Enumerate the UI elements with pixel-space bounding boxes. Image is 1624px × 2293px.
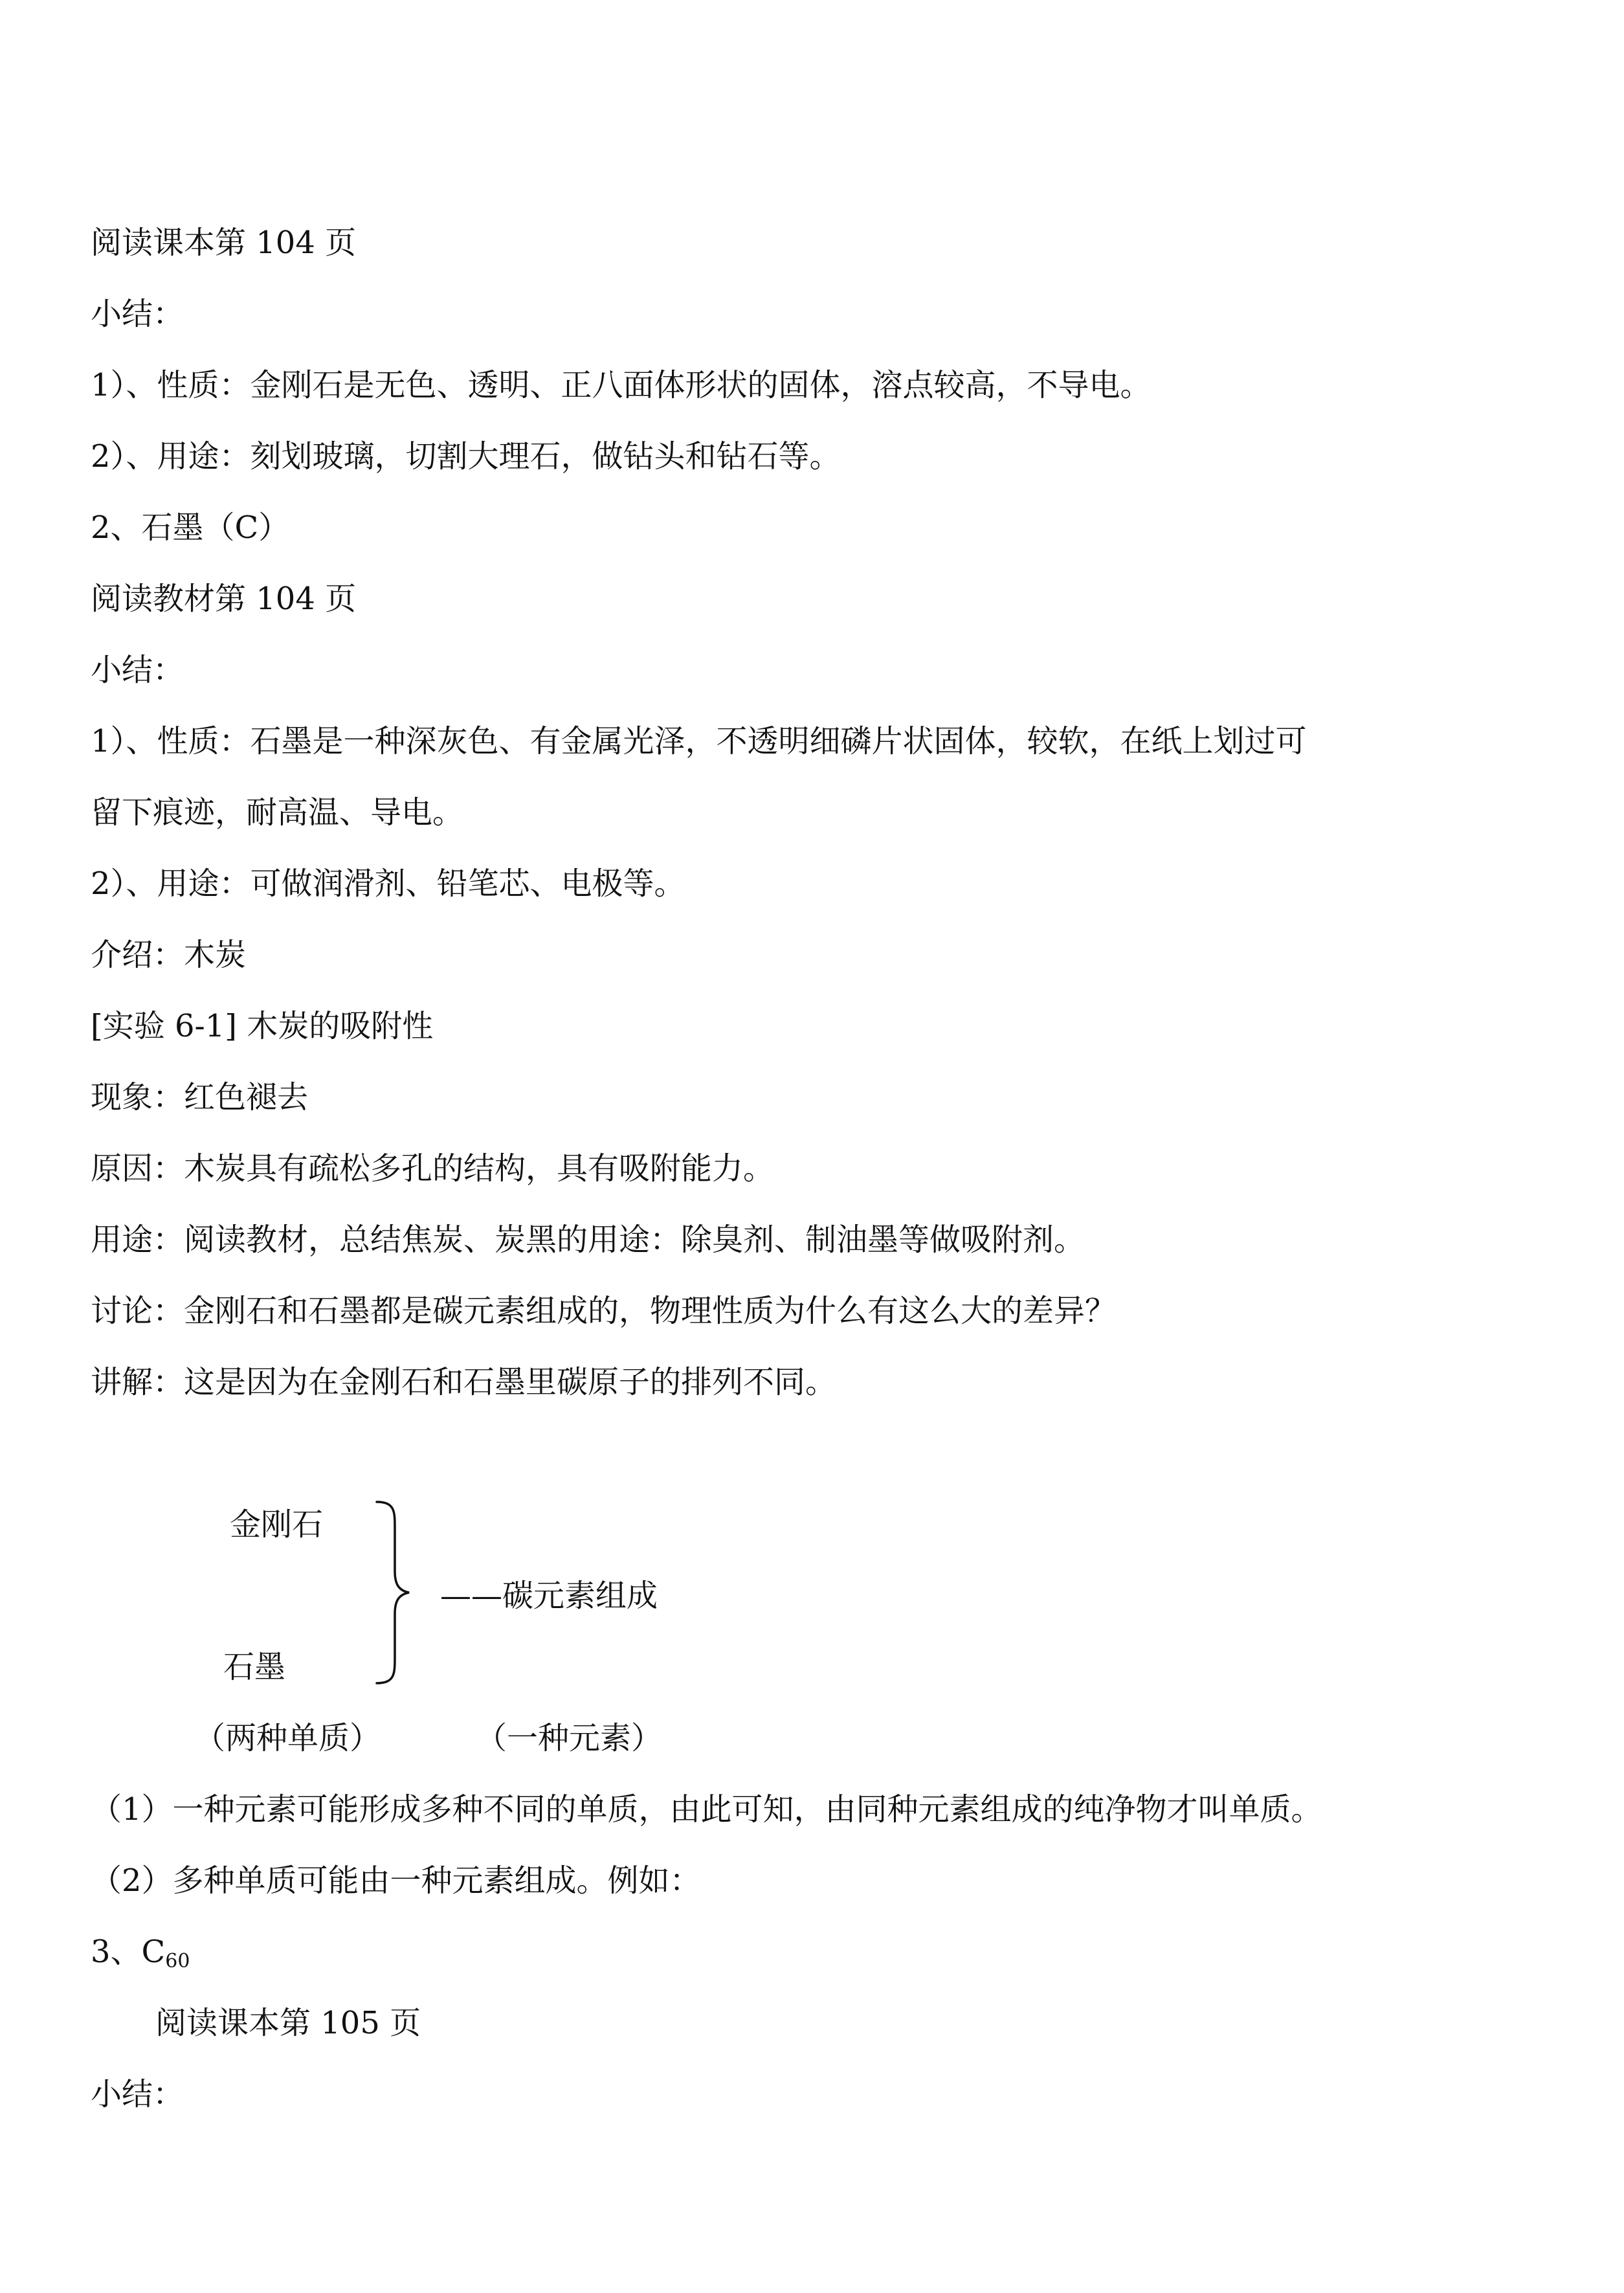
conclusion-line-2: （2）多种单质可能由一种元素组成。例如： xyxy=(91,1862,701,1899)
c60-subscript: 60 xyxy=(165,1950,190,1973)
text-line-6: 阅读教材第 104 页 xyxy=(91,581,357,617)
text-line-11: 介绍：木炭 xyxy=(91,937,247,973)
text-line-15: 用途：阅读教材，总结焦炭、炭黑的用途：除臭剂、制油墨等做吸附剂。 xyxy=(91,1222,1085,1258)
text-line-3: 1）、性质：金刚石是无色、透明、正八面体形状的固体，溶点较高，不导电。 xyxy=(91,367,1151,403)
diagram-label-carbon: ——碳元素组成 xyxy=(440,1578,658,1614)
text-line-16: 讨论：金刚石和石墨都是碳元素组成的，物理性质为什么有这么大的差异？ xyxy=(91,1293,1117,1329)
c60-prefix: 3、C xyxy=(91,1934,166,1970)
text-line-read-105: 阅读课本第 105 页 xyxy=(155,2005,421,2041)
text-line-7: 小结： xyxy=(91,652,184,688)
text-line-9: 留下痕迹，耐高温、导电。 xyxy=(91,794,464,831)
section-heading-graphite: 2、石墨（C） xyxy=(91,509,290,546)
diagram-caption-one-element: （一种元素） xyxy=(476,1720,663,1756)
text-line-13: 现象：红色褪去 xyxy=(91,1079,309,1115)
diagram-caption-two-elements: （两种单质） xyxy=(194,1720,381,1756)
text-line-summary-final: 小结： xyxy=(91,2076,184,2112)
text-line-1: 阅读课本第 104 页 xyxy=(91,225,357,261)
text-line-14: 原因：木炭具有疏松多孔的结构，具有吸附能力。 xyxy=(91,1150,775,1187)
text-line-8: 1）、性质：石墨是一种深灰色、有金属光泽，不透明细磷片状固体，较软，在纸上划过可 xyxy=(91,723,1307,759)
text-line-4: 2）、用途：刻划玻璃，切割大理石，做钻头和钻石等。 xyxy=(91,438,841,475)
text-line-17: 讲解：这是因为在金刚石和石墨里碳原子的排列不同。 xyxy=(91,1364,837,1400)
section-heading-c60 xyxy=(91,1932,190,1981)
diagram-label-graphite: 石墨 xyxy=(223,1649,286,1685)
right-brace-icon xyxy=(362,1499,414,1686)
diagram-label-diamond: 金刚石 xyxy=(230,1506,324,1543)
conclusion-line-1: （1）一种元素可能形成多种不同的单质，由此可知，由同种元素组成的纯净物才叫单质。 xyxy=(91,1791,1322,1828)
text-line-10: 2）、用途：可做润滑剂、铅笔芯、电极等。 xyxy=(91,866,685,902)
text-line-2: 小结： xyxy=(91,296,184,332)
experiment-heading: [实验 6-1] 木炭的吸附性 xyxy=(91,1008,434,1044)
